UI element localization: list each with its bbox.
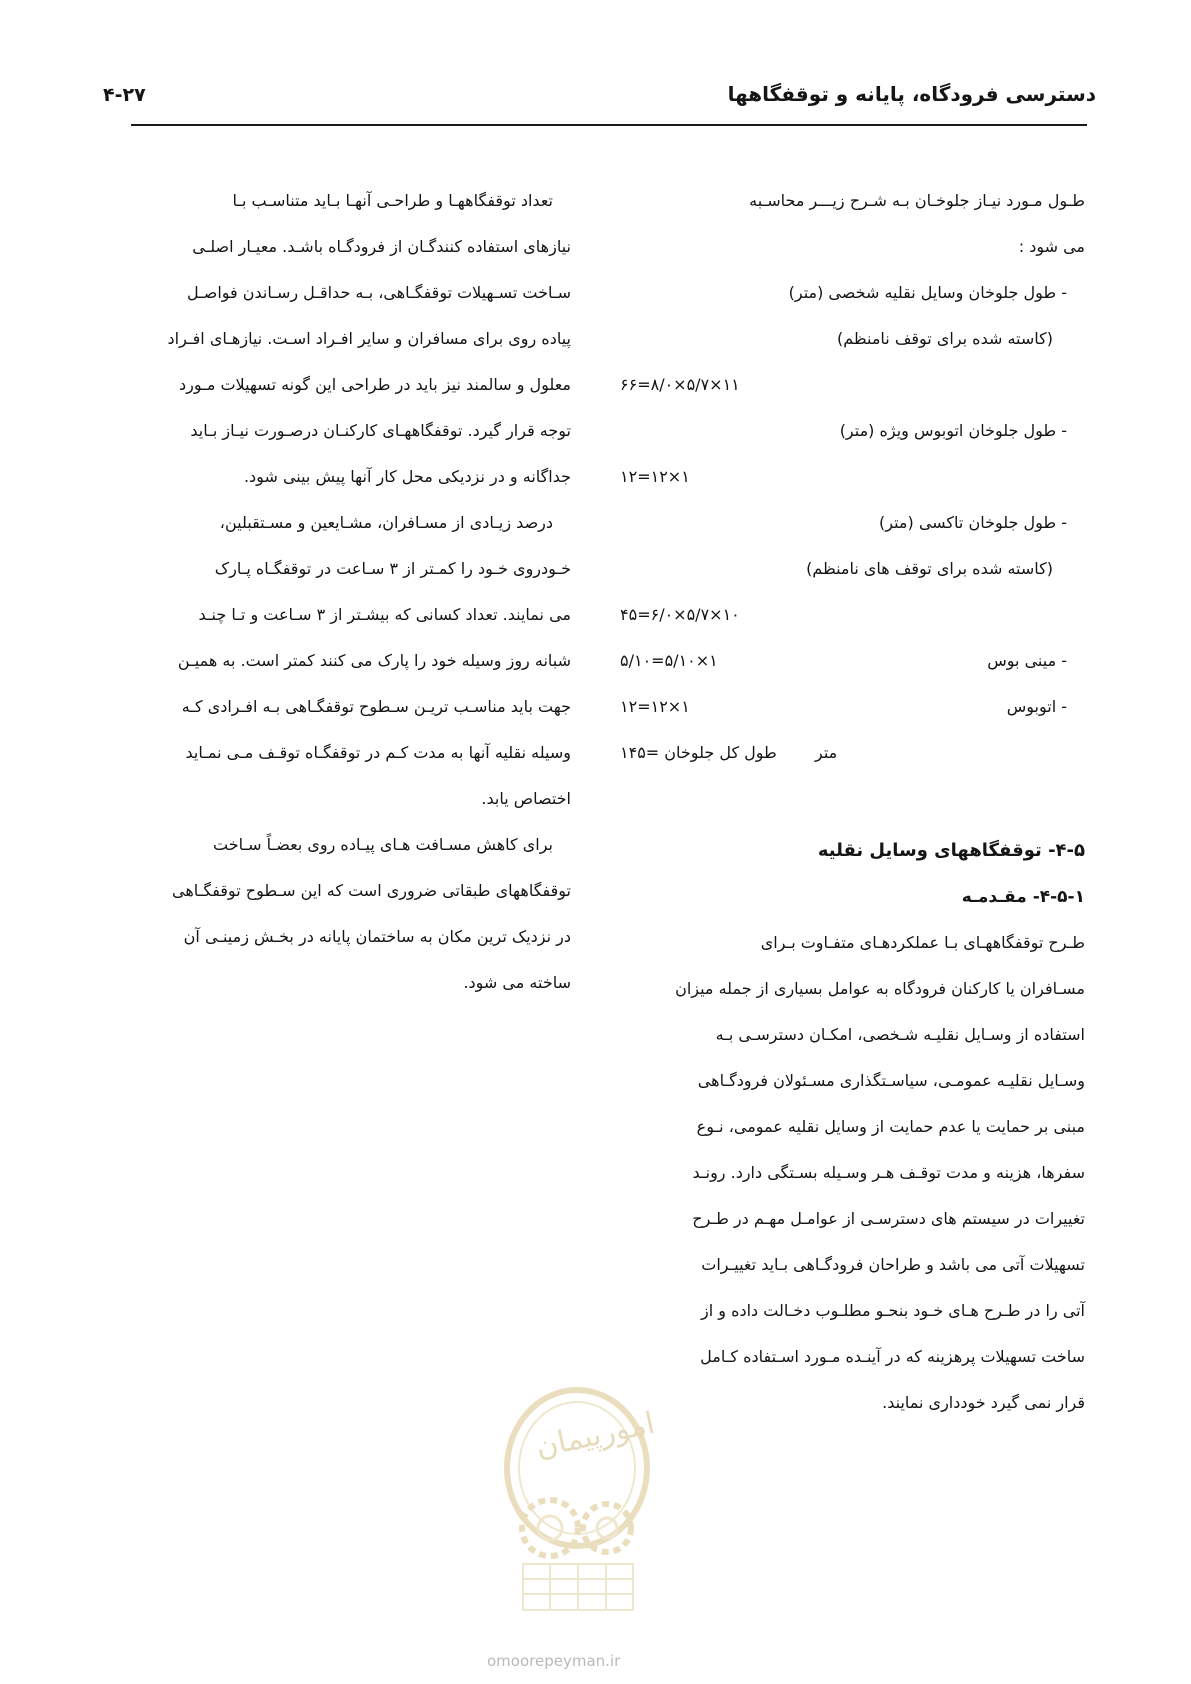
paragraph-line: تغییرات در سیستم های دسترسـی از عوامـل مهـم در طـرح	[692, 1209, 1085, 1228]
text-line	[105, 546, 571, 592]
paragraph-line: تسهیلات آتی می باشد و طراحان فرودگـاهی بـاید تغییـرات	[701, 1255, 1085, 1274]
text-line	[620, 1288, 1085, 1334]
text-line	[105, 638, 571, 684]
text-line	[620, 730, 1085, 776]
page-header-title: دسترسی فرودگاه، پایانه و توقفگاهها	[727, 82, 1096, 106]
text-line	[620, 454, 1085, 500]
text-line	[620, 1242, 1085, 1288]
paragraph-line: درصد زیـادی از مسـافران، مشـایعین و مسـتقبلین،	[219, 513, 553, 532]
text-line	[105, 822, 571, 868]
text-line	[105, 224, 571, 270]
text-line	[105, 914, 571, 960]
text-line	[105, 868, 571, 914]
text-line	[105, 730, 571, 776]
paragraph-line: معلول و سالمند نیز باید در طراحی این گونه تسهیلات مـورد	[179, 375, 571, 394]
header-divider	[131, 124, 1087, 126]
paragraph-line: سفرها، هزینه و مدت توقـف هـر وسـیله بسـتگی دارد. رونـد	[692, 1163, 1085, 1182]
item-formula: ۴۵=۶/۰×۵/۷×۱۰	[620, 605, 740, 624]
paragraph-line: ساخت تسهیلات پرهزینه که در آینـده مـورد اسـتفاده کـامل	[700, 1347, 1085, 1366]
paragraph-line: طـرح توقفگاههـای بـا عملکردهـای متفـاوت بـرای	[760, 933, 1085, 952]
text-line	[105, 316, 571, 362]
text-line	[620, 920, 1085, 966]
paragraph-line: توقفگاههای طبقاتی ضروری است که این سـطوح توقفگـاهی	[172, 881, 571, 900]
paragraph-line: پیاده روی برای مسافران و سایر افـراد اسـت. نیازهـای افـراد	[167, 329, 571, 348]
text-line	[620, 874, 1085, 920]
text-line	[620, 684, 1085, 730]
paragraph-line: سـاخت تسـهیلات توقفگـاهی، بـه حداقـل رسـاندن فواصـل	[186, 283, 571, 302]
text-line	[620, 270, 1085, 316]
item-label-coach: - اتوبوس	[1006, 697, 1067, 716]
text-line	[620, 966, 1085, 1012]
text-line	[105, 178, 571, 224]
text-line	[620, 500, 1085, 546]
text-line	[105, 270, 571, 316]
text-line	[105, 454, 571, 500]
section-heading: ۴-۵- توقفگاههای وسایل نقلیه	[817, 840, 1085, 861]
text-line	[105, 500, 571, 546]
text-line	[620, 1380, 1085, 1426]
text-line	[620, 546, 1085, 592]
item-note: (کاسته شده برای توقف های نامنظم)	[806, 559, 1053, 578]
paragraph-line: جهت باید مناسـب تریـن سـطوح توقفگـاهی بـه افـرادی کـه	[181, 697, 571, 716]
paragraph-line: ساخته می شود.	[463, 973, 571, 992]
paragraph-line: نیازهای استفاده کنندگـان از فرودگـاه باشـد. معیـار اصلـی	[192, 237, 571, 256]
text-line	[620, 1104, 1085, 1150]
text-line	[620, 1334, 1085, 1380]
text-line	[620, 1150, 1085, 1196]
paragraph-line: تعداد توقفگاههـا و طراحـی آنهـا بـاید متناسـب بـا	[232, 191, 553, 210]
subsection-heading: ۴-۵-۱- مقـدمـه	[961, 887, 1085, 907]
paragraph-line: مبنی بر حمایت یا عدم حمایت از وسایل نقلیه عمومی، نـوع	[696, 1117, 1085, 1136]
text-line	[105, 960, 571, 1006]
paragraph-line: آتی را در طـرح هـای خـود بنحـو مطلـوب دخـالت داده و از	[701, 1301, 1085, 1320]
text-line	[620, 178, 1085, 224]
item-label-bus: - طول جلوخان اتوبوس ویژه (متر)	[839, 421, 1067, 440]
paragraph-line: جداگانه و در نزدیکی محل کار آنها پیش بینی شود.	[243, 467, 571, 486]
intro-line: طـول مـورد نیـاز جلوخـان بـه شـرح زیـــر محاسـبه	[749, 191, 1085, 210]
spacer	[620, 776, 1085, 828]
item-formula: ۵/۱۰=۵/۱۰×۱	[620, 651, 718, 670]
item-formula: ۱۲=۱۲×۱	[620, 697, 690, 716]
page-number: ۴-۲۷	[103, 84, 146, 106]
item-formula: ۶۶=۸/۰×۵/۷×۱۱	[620, 375, 740, 394]
item-label-minibus: - مینی بوس	[987, 651, 1067, 670]
intro-line: می شود :	[1018, 237, 1085, 256]
paragraph-line: می نمایند. تعداد کسانی که بیشـتر از ۳ سـاعت و تـا چنـد	[198, 605, 571, 624]
paragraph-line: اختصاص یابد.	[481, 789, 571, 808]
text-line	[620, 828, 1085, 874]
text-line	[620, 1058, 1085, 1104]
total-value: ۱۴۵= طول کل جلوخان	[620, 743, 777, 762]
paragraph-line: شبانه روز وسیله خود را پارک می کنند کمتر است. به همیـن	[177, 651, 571, 670]
watermark-stamp	[495, 1378, 660, 1623]
item-label-private-vehicles: - طول جلوخان وسایل نقلیه شخصی (متر)	[788, 283, 1067, 302]
paragraph-line: مسـافران یا کارکنان فرودگاه به عوامل بسیاری از جمله میزان	[675, 979, 1085, 998]
paragraph-line: قرار نمی گیرد خودداری نمایند.	[882, 1393, 1085, 1412]
paragraph-line: توجه قرار گیرد. توقفگاههـای کارکنـان درصـورت نیـاز بـاید	[190, 421, 571, 440]
paragraph-line: در نزدیک ترین مکان به ساختمان پایانه در بخـش زمینـی آن	[183, 927, 571, 946]
left-column	[105, 178, 571, 1006]
text-line	[105, 362, 571, 408]
text-line	[620, 316, 1085, 362]
text-line	[620, 1012, 1085, 1058]
text-line	[620, 408, 1085, 454]
text-line	[620, 592, 1085, 638]
paragraph-line: وسـایل نقلیـه عمومـی، سیاسـتگذاری مسـئولان فرودگـاهی	[697, 1071, 1085, 1090]
watermark-stamp-text: امورپیمان	[532, 1405, 658, 1466]
item-label-taxi: - طول جلوخان تاکسی (متر)	[879, 513, 1067, 532]
paragraph-line: استفاده از وسـایل نقلیـه شـخصی، امکـان دسترسـی بـه	[715, 1025, 1085, 1044]
text-line	[620, 638, 1085, 684]
item-note: (کاسته شده برای توقف نامنظم)	[837, 329, 1053, 348]
text-line	[105, 776, 571, 822]
right-column	[620, 178, 1085, 1426]
text-line	[105, 592, 571, 638]
total-unit: متر	[815, 743, 838, 762]
paragraph-line: برای کاهش مسـافت هـای پیـاده روی بعضـاً سـاخت	[213, 835, 553, 854]
text-line	[620, 224, 1085, 270]
text-line	[105, 684, 571, 730]
text-line	[620, 362, 1085, 408]
watermark-url: omoorepeyman.ir	[487, 1652, 621, 1670]
text-line	[105, 408, 571, 454]
paragraph-line: خـودروی خـود را کمـتر از ۳ سـاعت در توقفگـاه پـارک	[214, 559, 571, 578]
text-line	[620, 1196, 1085, 1242]
paragraph-line: وسیله نقلیه آنها به مدت کـم در توقفگـاه توقـف مـی نمـاید	[185, 743, 571, 762]
item-formula: ۱۲=۱۲×۱	[620, 467, 690, 486]
